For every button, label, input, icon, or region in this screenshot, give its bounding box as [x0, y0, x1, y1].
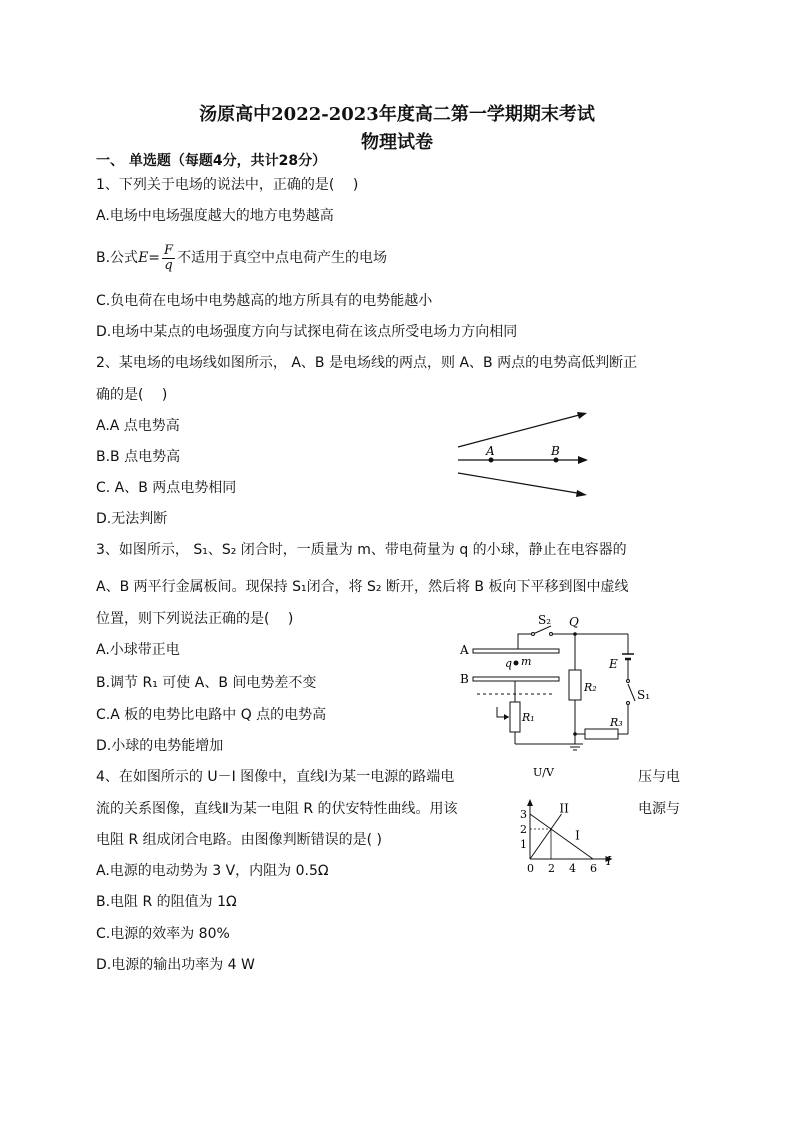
q4-option-a: A.电源的电动势为 3 V，内阻为 0.5Ω [96, 863, 329, 879]
slider-arrow-icon [504, 714, 509, 720]
resistor-r2 [569, 670, 581, 700]
q3-option-c: C.A 板的电势比电路中 Q 点的电势高 [96, 707, 327, 723]
fraction-denominator: q [164, 257, 173, 273]
fraction-numerator: F [164, 242, 174, 258]
arrow-head-icon [578, 456, 588, 464]
q1-stem: 1、下列关于电场的说法中，正确的是( ) [96, 177, 359, 193]
q2-option-a: A.A 点电势高 [96, 418, 180, 434]
label-plate-b: B [460, 672, 469, 686]
label-r1: R₁ [522, 711, 535, 724]
q3-stem-line1: 3、如图所示， S₁、S₂ 闭合时，一质量为 m、带电荷量为 q 的小球，静止在电容器的 [96, 542, 627, 558]
node-dot [573, 732, 577, 736]
y-tick-label: 3 [520, 808, 527, 821]
switch-contact [532, 633, 535, 636]
q4-stem-line2a: 流的关系图像，直线Ⅱ为某一电阻 R 的伏安特性曲线。用该 [96, 801, 458, 817]
q3-option-b: B.调节 R₁ 可使 A、B 间电势差不变 [96, 675, 317, 691]
q4-stem-line2b: 电源与 [638, 801, 680, 817]
q1-option-b-text: 不适用于真空中点电荷产生的电场 [177, 250, 388, 266]
field-line-lower [458, 473, 583, 494]
x-tick-label: 4 [569, 862, 576, 875]
x-tick-label: 0 [527, 862, 534, 875]
q1-option-c: C.负电荷在电场中电势越高的地方所具有的电势能越小 [96, 293, 433, 309]
electric-field-figure [450, 405, 600, 500]
y-axis-arrow-icon [527, 799, 533, 806]
label-plate-a: A [460, 643, 469, 657]
series-label-2: II [559, 801, 569, 816]
point-b-dot [554, 458, 559, 463]
switch-contact [627, 702, 630, 705]
label-r3: R₃ [610, 716, 623, 729]
field-line-upper [458, 414, 583, 447]
y-axis-label: U/V [533, 766, 554, 779]
formula-equals: = [148, 250, 161, 266]
label-s2: S₂ [538, 613, 552, 627]
plate-b [473, 677, 559, 681]
rheostat-r1 [510, 702, 520, 732]
point-a-dot [489, 458, 494, 463]
formula-fraction [162, 244, 175, 273]
q4-option-c: C.电源的效率为 80% [96, 926, 230, 942]
arrow-head-icon [576, 490, 587, 497]
q2-option-b: B.B 点电势高 [96, 449, 181, 465]
q4-stem-line1b: 压与电 [638, 769, 680, 785]
arrow-head-icon [577, 412, 587, 419]
wire [518, 634, 533, 649]
label-q-node: Q [569, 615, 579, 629]
q2-option-d: D.无法判断 [96, 511, 168, 527]
switch-s1-blade [628, 684, 635, 701]
capacitor-circuit-figure [455, 612, 655, 767]
q1-option-b-prefix: B.公式 [96, 250, 139, 266]
exam-subtitle: 物理试卷 [361, 132, 433, 153]
label-s1: S₁ [637, 688, 651, 702]
q1-option-b [96, 240, 387, 276]
x-axis-label: I [606, 854, 612, 868]
q4-option-d: D.电源的输出功率为 4 W [96, 957, 255, 973]
section-heading: 一、 单选题（每题4分，共计28分） [96, 153, 327, 169]
series-label-1: I [575, 828, 580, 843]
q4-stem-line3: 电阻 R 组成闭合电路。由图像判断错误的是( ) [96, 832, 383, 848]
q1-option-a: A.电场中电场强度越大的地方电势越高 [96, 208, 334, 224]
q1-option-d: D.电场中某点的电场强度方向与试探电荷在该点所受电场力方向相同 [96, 324, 518, 340]
formula-e: E [138, 250, 149, 266]
q3-stem-line2: A、B 两平行金属板间。现保持 S₁闭合，将 S₂ 断开，然后将 B 板向下平移到图中虚线 [96, 579, 629, 595]
switch-contact [550, 633, 553, 636]
charged-ball [514, 661, 519, 666]
switch-contact [627, 680, 630, 683]
y-tick-label: 1 [520, 838, 527, 851]
y-tick-label: 2 [520, 823, 527, 836]
label-r2: R₂ [584, 681, 597, 694]
q3-option-a: A.小球带正电 [96, 642, 180, 658]
q4-option-b: B.电阻 R 的阻值为 1Ω [96, 894, 237, 910]
q2-option-c: C. A、B 两点电势相同 [96, 480, 237, 496]
q2-stem-line1: 2、某电场的电场线如图所示， A、B 是电场线的两点，则 A、B 两点的电势高低判断正 [96, 355, 638, 371]
exam-title: 汤原高中2022-2023年度高二第一学期期末考试 [199, 104, 595, 125]
chart-series [530, 802, 593, 860]
x-tick-label: 2 [548, 862, 555, 875]
node-q-dot [573, 632, 577, 636]
label-charge: q [505, 657, 513, 670]
switch-s2-blade [533, 626, 551, 634]
u-i-chart [510, 762, 645, 877]
series-line-2 [530, 814, 562, 859]
label-mass: m [521, 655, 532, 668]
q3-option-d: D.小球的电势能增加 [96, 738, 224, 754]
series-line-1 [530, 814, 593, 859]
q4-stem-line1a: 4、在如图所示的 U－I 图像中，直线Ⅰ为某一电源的路端电 [96, 769, 455, 785]
rheostat-slider-wire [497, 707, 509, 717]
label-emf: E [609, 657, 618, 671]
q2-stem-line2: 确的是( ) [96, 387, 168, 403]
resistor-r3 [585, 729, 618, 739]
chart-axes [527, 799, 613, 862]
x-tick-label: 6 [590, 862, 597, 875]
point-a-label: A [486, 444, 495, 458]
point-b-label: B [551, 444, 560, 458]
q3-stem-line3: 位置，则下列说法正确的是( ) [96, 611, 294, 627]
plate-a [473, 649, 559, 653]
